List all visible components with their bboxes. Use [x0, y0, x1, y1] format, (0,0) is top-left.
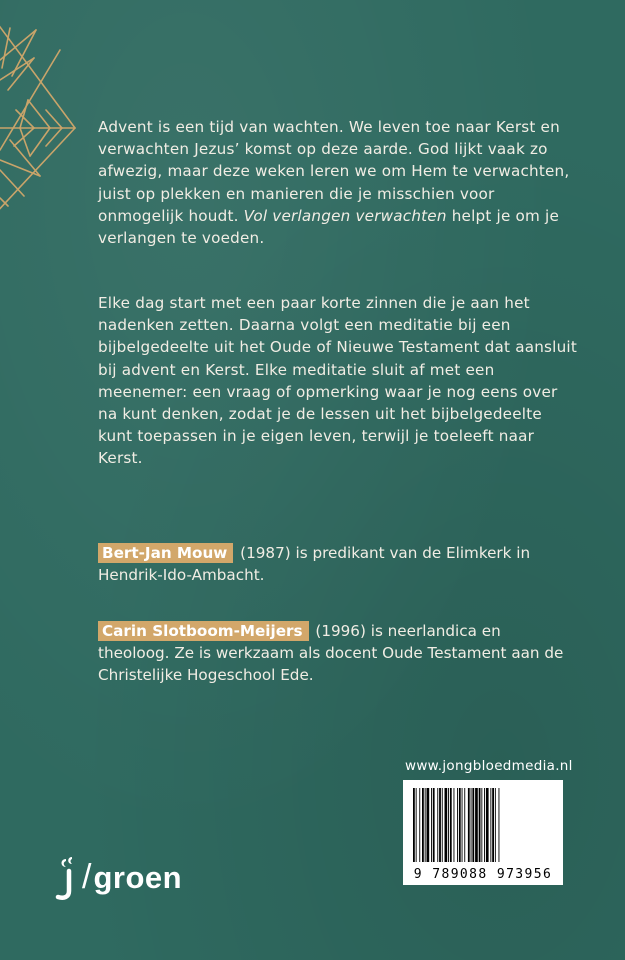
- author-name-1: Bert-Jan Mouw: [98, 543, 233, 563]
- author-bio-text-1: (1987) is predikant van de Elimkerk in Hendrik-Ido-Ambacht.: [98, 544, 531, 585]
- snowflake-ornament-icon: [0, 0, 80, 235]
- method-paragraph: Elke dag start met een paar korte zinnen die je aan het nadenken zetten. Daarna volgt een meditatie bij een bijbelgedeelte uit het Oude of Nieuwe Testament dat aansluit bij advent en Kerst. Elke meditatie sluit af met een meenemer: een vraag of opmerking waar je nog eens over na kunt denken, zodat je de lessen uit het bijbelgedeelte kunt toepassen in je eigen leven, terwijl je toeleeft naar Kerst.: [98, 294, 577, 468]
- book-title-italic: Vol verlangen verwachten: [243, 206, 447, 225]
- isbn-barcode: [403, 780, 563, 885]
- logo-slash: /: [82, 858, 92, 896]
- publisher-logo-icon: [52, 853, 80, 901]
- intro-paragraph: [98, 116, 578, 249]
- author-bio-1: [98, 542, 568, 586]
- author-bio-text-2: (1996) is neerlandica en theoloog. Ze is werkzaam als docent Oude Testament aan de Christelijke Hogeschool Ede.: [98, 622, 564, 685]
- barcode-icon: [403, 780, 563, 864]
- publisher-website: www.jongbloedmedia.nl: [405, 758, 573, 774]
- isbn-number: 9 789088 973956: [413, 867, 553, 882]
- author-name-2: Carin Slotboom-Meijers: [98, 621, 309, 641]
- intro-text-part2: helpt je om je verlangen te voeden.: [98, 206, 559, 248]
- author-bio-2: [98, 620, 568, 687]
- publisher-name: groen: [93, 859, 183, 895]
- intro-text-part1: Advent is een tijd van wachten. We leven toe naar Kerst en verwachten Jezus’ komst op deze aarde. God lijkt vaak zo afwezig, maar deze weken leren we om Hem te verwachten, juist op plekken en manieren die je misschien voor onmogelijk houdt.: [98, 118, 570, 225]
- publisher-logo: [52, 852, 182, 902]
